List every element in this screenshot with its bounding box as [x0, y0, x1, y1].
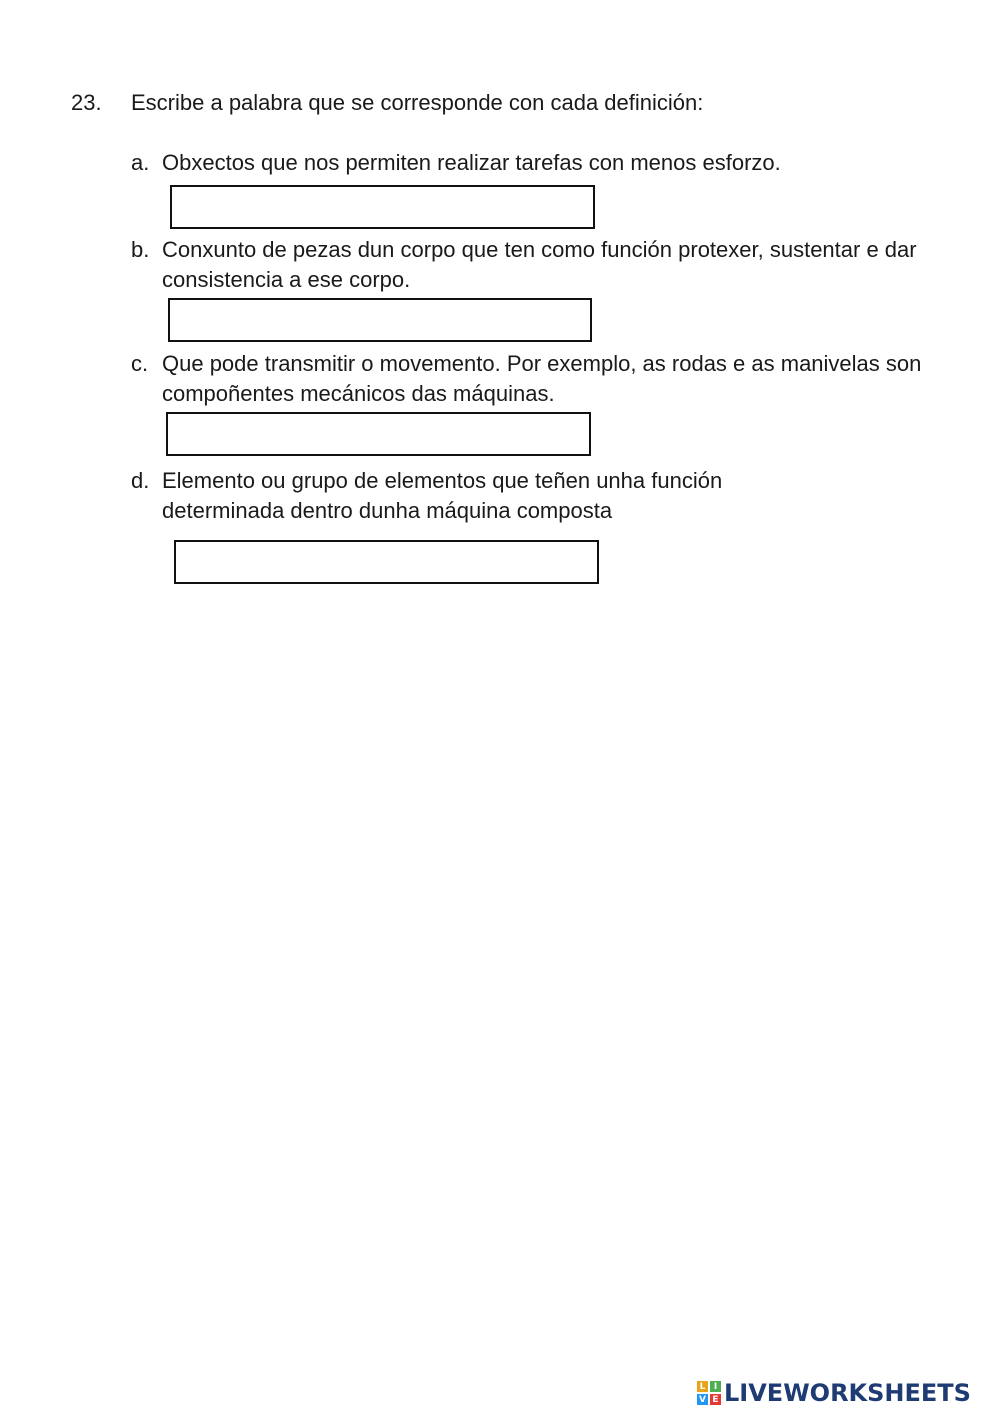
item-definition: Conxunto de pezas dun corpo que ten como función protexer, sustentar e dar consistencia a ese corpo. [162, 237, 917, 292]
logo-block: E [710, 1394, 721, 1405]
item-definition: Elemento ou grupo de elementos que teñen unha función determinada dentro dunha máquina composta [162, 468, 723, 523]
logo-block: L [697, 1381, 708, 1392]
item-definition: Que pode transmitir o movemento. Por exemplo, as rodas e as manivelas son compoñentes mecánicos das máquinas. [162, 351, 922, 406]
item-letter: a. [131, 150, 150, 175]
logo-text: LIVEWORKSHEETS [724, 1379, 971, 1407]
item-letter: c. [131, 351, 149, 376]
liveworksheets-logo [697, 1378, 971, 1408]
answer-input-a[interactable] [170, 185, 595, 229]
answer-input-c[interactable] [166, 412, 591, 456]
question-number: 23. [71, 90, 102, 115]
answer-input-d[interactable] [174, 540, 599, 584]
item-letter: d. [131, 468, 150, 493]
item-definition: Obxectos que nos permiten realizar tarefas con menos esforzo. [162, 150, 781, 175]
logo-block: I [710, 1381, 721, 1392]
logo-blocks-icon [697, 1381, 721, 1405]
answer-input-b[interactable] [168, 298, 592, 342]
question-title: Escribe a palabra que se corresponde con cada definición: [131, 90, 704, 115]
item-letter: b. [131, 237, 150, 262]
logo-block: V [697, 1394, 708, 1405]
